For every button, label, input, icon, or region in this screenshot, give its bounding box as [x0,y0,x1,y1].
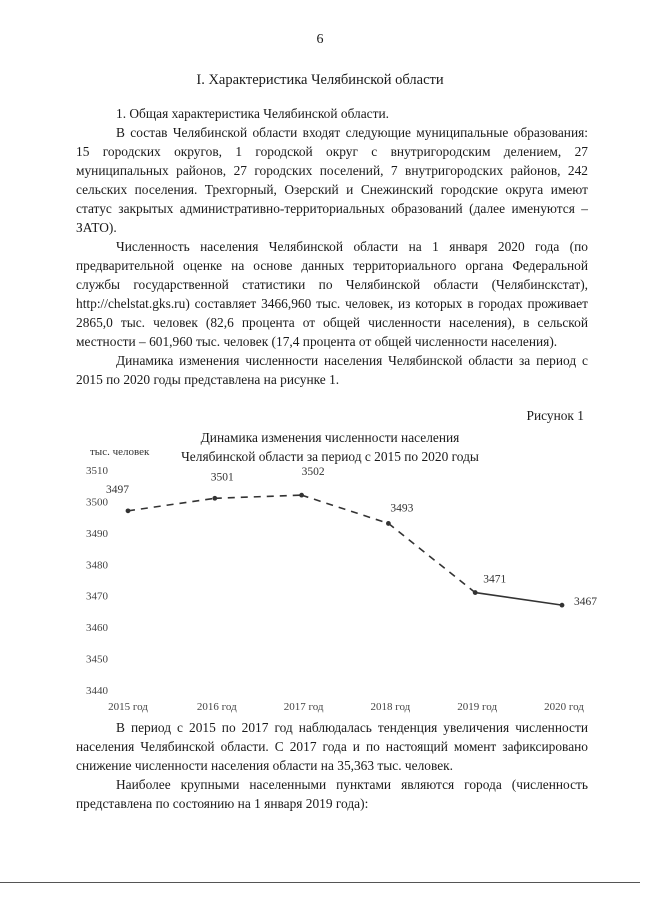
y-tick-label: 3500 [86,496,108,509]
x-tick-label: 2020 год [544,701,584,713]
series-line-segment [475,593,562,606]
series-line-segment [388,523,475,592]
x-tick-label: 2018 год [370,701,411,713]
y-tick-label: 3470 [86,590,108,603]
figure-title-line2: Челябинской области за период с 2015 по 2020 годы [181,449,479,464]
y-tick-label: 3510 [86,465,108,477]
page-number: 6 [316,32,324,47]
paragraph: Наиболее крупными населенными пунктами являются города (численность представлена по состоянию на 1 января 2019 года): [76,777,588,811]
data-point [473,590,478,595]
body-text-bottom [76,718,588,813]
data-label: 3467 [574,596,597,609]
y-tick-label: 3490 [86,527,108,540]
x-tick-label: 2015 год [108,701,148,713]
data-label: 3497 [106,483,129,496]
series-line-segment [302,495,389,523]
section-title: I. Характеристика Челябинской области [196,72,444,88]
body-text-top [76,104,588,389]
data-label: 3501 [210,471,234,484]
data-point [212,496,217,501]
data-label: 3471 [483,573,507,586]
data-label: 3502 [301,466,325,479]
paragraph: 1. Общая характеристика Челябинской области. [116,106,389,121]
population-line-chart [80,440,597,720]
x-tick-label: 2016 год [196,701,237,713]
paragraph: Численность населения Челябинской области на 1 января 2020 года (по предварительной оценке на основе данных территориального органа Федеральной службы государственной статистики по Челябинской области (Челябинскстат), http://chelstat.gks.ru) составляет 3466,960 тыс. человек, из которых в городах проживает 2865,0 тыс. человек (82,6 процента от общей численности населения), в сельской местности – 601,960 тыс. человек (17,4 процента от общей численности населения). [76,239,588,349]
data-point [126,508,131,513]
paragraph: В период с 2015 по 2017 год наблюдалась тенденция увеличения численности населения Челябинской области. С 2017 года и по настоящий момент зафиксировано снижение численности населения области на 35,363 тыс. человек. [76,720,588,773]
series-line-segment [128,498,215,511]
figure-label: Рисунок 1 [526,408,584,423]
y-axis-label: тыс. человек [90,446,150,458]
y-tick-label: 3480 [86,559,108,572]
data-label: 3493 [390,502,414,515]
data-point [560,603,565,608]
series-line-segment [215,495,302,498]
y-tick-label: 3460 [86,622,108,635]
data-point [386,521,391,526]
y-tick-label: 3440 [86,685,108,697]
paragraph: В состав Челябинской области входят следующие муниципальные образования: 15 городских округов, 1 городской округ с внутригородским делением, 27 муниципальных районов, 27 городских поселений, 7 внутригородских районов, 242 сельских поселения. Трехгорный, Озерский и Снежинский городские округа имеют статус закрытых административно-территориальных образований (далее именуются – ЗАТО). [76,125,588,235]
x-tick-label: 2017 год [283,701,324,713]
y-tick-label: 3450 [86,653,108,666]
figure-title-line1: Динамика изменения численности населения [200,430,460,445]
data-point [299,493,304,498]
x-tick-label: 2019 год [457,701,498,713]
page-bottom-rule [0,882,640,883]
paragraph: Динамика изменения численности населения Челябинской области за период с 2015 по 2020 годы представлена на рисунке 1. [76,353,588,387]
